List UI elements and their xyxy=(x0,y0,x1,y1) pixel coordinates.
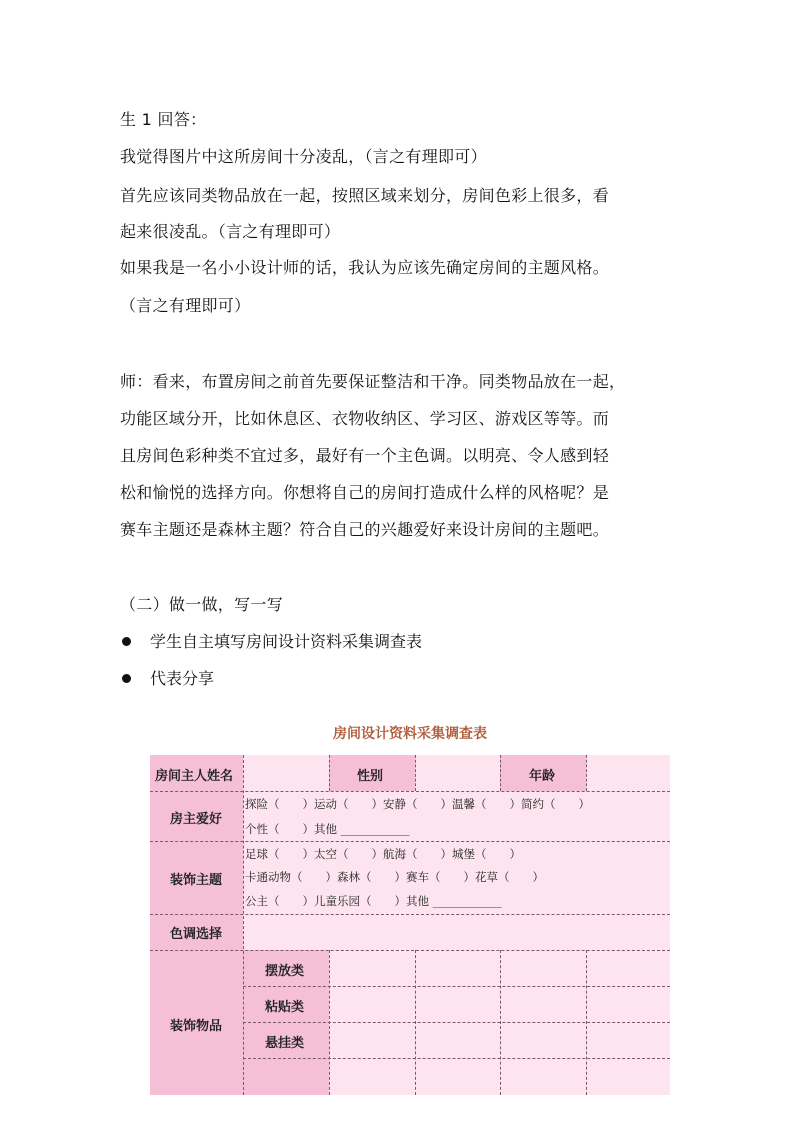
col-divider xyxy=(329,950,330,1095)
theme-options-2: 卡通动物（ ）森林（ ）赛车（ ）花草（ ） xyxy=(245,870,544,884)
col-divider xyxy=(415,950,416,1095)
line-answer-3a: 如果我是一名小小设计师的话，我认为应该先确定房间的主题风格。 xyxy=(120,258,610,277)
row-divider xyxy=(150,841,670,842)
line-teacher-1: 师：看来，布置房间之前首先要保证整洁和干净。同类物品放在一起， xyxy=(120,372,626,391)
item-place-label: 摆放类 xyxy=(265,964,305,979)
table-title: 房间设计资料采集调查表 xyxy=(333,726,487,742)
row-divider xyxy=(243,1022,670,1023)
row-divider xyxy=(243,1058,670,1059)
survey-table xyxy=(150,755,670,1095)
item-hang-label: 悬挂类 xyxy=(265,1036,305,1051)
col-divider xyxy=(500,950,501,1095)
bullet-text-2: 代表分享 xyxy=(150,669,215,688)
hobby-options-2: 个性（ ）其他 ____________ xyxy=(245,822,410,836)
age-label: 年龄 xyxy=(529,769,556,784)
gender-label: 性别 xyxy=(357,769,384,784)
col-divider xyxy=(586,755,587,791)
hobby-options-1: 探险（ ）运动（ ）安静（ ）温馨（ ）简约（ ） xyxy=(245,797,590,811)
owner-name-label: 房间主人姓名 xyxy=(155,769,234,784)
hobby-label: 房主爱好 xyxy=(170,812,223,827)
col-divider xyxy=(329,755,330,791)
item-stick-label: 粘贴类 xyxy=(265,1000,305,1015)
row-divider xyxy=(150,914,670,915)
line-answer-2a: 首先应该同类物品放在一起，按照区域来划分，房间色彩上很多，看 xyxy=(120,186,610,205)
theme-options-1: 足球（ ）太空（ ）航海（ ）城堡（ ） xyxy=(245,847,521,861)
theme-options-3: 公主（ ）儿童乐园（ ）其他 ____________ xyxy=(245,894,502,908)
line-teacher-2: 功能区域分开，比如休息区、衣物收纳区、学习区、游戏区等等。而 xyxy=(120,409,610,428)
row-divider xyxy=(243,986,670,987)
line-teacher-3: 且房间色彩种类不宜过多，最好有一个主色调。以明亮、令人感到轻 xyxy=(120,446,610,465)
line-answer-3b: （言之有理即可） xyxy=(120,296,251,315)
col-divider xyxy=(243,755,244,1095)
line-answer-2b: 起来很凌乱。（言之有理即可） xyxy=(120,222,341,241)
section-heading: （二）做一做，写一写 xyxy=(120,595,284,614)
line-answer-1: 我觉得图片中这所房间十分凌乱，（言之有理即可） xyxy=(120,147,487,166)
line-teacher-4: 松和愉悦的选择方向。你想将自己的房间打造成什么样的风格呢？是 xyxy=(120,483,610,502)
line-teacher-5: 赛车主题还是森林主题？符合自己的兴趣爱好来设计房间的主题吧。 xyxy=(120,520,610,539)
col-divider xyxy=(500,755,501,791)
bullet-text-1: 学生自主填写房间设计资料采集调查表 xyxy=(150,632,423,651)
row-divider xyxy=(150,950,670,951)
col-divider xyxy=(586,950,587,1095)
items-label: 装饰物品 xyxy=(170,1019,223,1034)
color-label: 色调选择 xyxy=(170,927,223,942)
row-divider xyxy=(150,791,670,792)
bullet-icon xyxy=(122,674,131,683)
theme-label: 装饰主题 xyxy=(170,873,223,888)
line-student-answer-heading: 生 1 回答： xyxy=(120,110,207,129)
bullet-icon xyxy=(122,637,131,646)
col-divider xyxy=(415,755,416,791)
